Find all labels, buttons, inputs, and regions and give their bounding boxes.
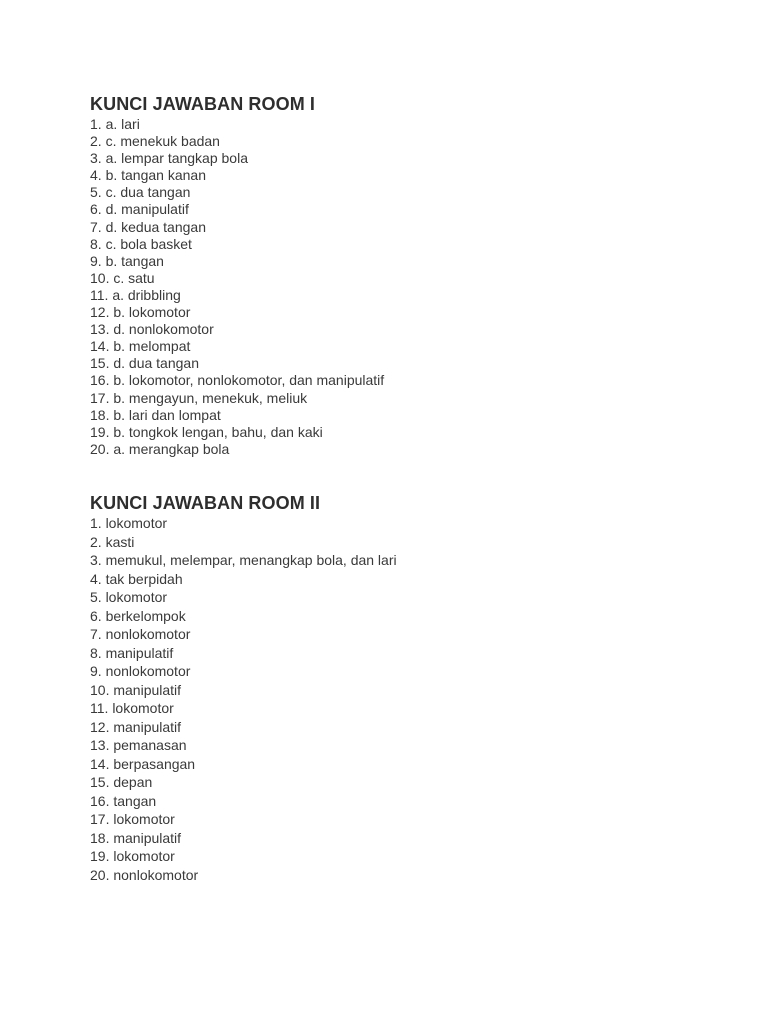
answer-item: 9. b. tangan bbox=[90, 252, 164, 269]
answer-item: 9. nonlokomotor bbox=[90, 663, 191, 679]
section-title-room-1: KUNCI JAWABAN ROOM I bbox=[90, 94, 316, 114]
answer-item: 1. a. lari bbox=[90, 116, 140, 132]
answer-item: 20. a. merangkap bola bbox=[90, 440, 230, 457]
answer-item: 17. lokomotor bbox=[90, 811, 175, 827]
answer-item: 7. d. kedua tangan bbox=[90, 218, 206, 235]
answer-item: 11. lokomotor bbox=[90, 700, 174, 716]
answer-item: 20. nonlokomotor bbox=[90, 866, 199, 883]
answer-item: 12. manipulatif bbox=[90, 718, 182, 735]
answer-list-room-1 bbox=[90, 116, 384, 458]
answer-item: 4. b. tangan kanan bbox=[90, 167, 206, 184]
answer-item: 18. manipulatif bbox=[90, 829, 182, 846]
answer-item: 1. lokomotor bbox=[90, 515, 168, 531]
answer-item: 7. nonlokomotor bbox=[90, 626, 191, 642]
answer-item: 13. pemanasan bbox=[90, 737, 187, 753]
answer-item: 8. manipulatif bbox=[90, 644, 174, 661]
answer-item: 16. b. lokomotor, nonlokomotor, dan manipulatif bbox=[90, 372, 385, 389]
answer-item: 10. manipulatif bbox=[90, 681, 182, 698]
answer-item: 15. depan bbox=[90, 774, 153, 790]
answer-item: 5. c. dua tangan bbox=[90, 184, 191, 201]
answer-item: 15. d. dua tangan bbox=[90, 355, 199, 372]
answer-item: 5. lokomotor bbox=[90, 589, 168, 605]
answer-item: 16. tangan bbox=[90, 792, 157, 809]
answer-item: 19. lokomotor bbox=[90, 848, 175, 864]
answer-item: 3. memukul, melempar, menangkap bola, dan lari bbox=[90, 552, 397, 568]
answer-item: 2. c. menekuk badan bbox=[90, 133, 220, 150]
answer-item: 12. b. lokomotor bbox=[90, 304, 191, 321]
answer-list-room-2 bbox=[90, 514, 397, 884]
answer-item: 14. b. melompat bbox=[90, 338, 191, 355]
answer-item: 10. c. satu bbox=[90, 269, 155, 286]
answer-item: 6. berkelompok bbox=[90, 607, 186, 624]
answer-item: 3. a. lempar tangkap bola bbox=[90, 150, 248, 167]
answer-item: 14. berpasangan bbox=[90, 755, 196, 772]
answer-item: 13. d. nonlokomotor bbox=[90, 321, 214, 338]
answer-item: 11. a. dribbling bbox=[90, 286, 181, 303]
answer-item: 4. tak berpidah bbox=[90, 570, 183, 587]
answer-item: 8. c. bola basket bbox=[90, 235, 192, 252]
answer-item: 6. d. manipulatif bbox=[90, 201, 189, 218]
answer-item: 2. kasti bbox=[90, 533, 135, 550]
answer-item: 19. b. tongkok lengan, bahu, dan kaki bbox=[90, 423, 323, 440]
section-title-room-2: KUNCI JAWABAN ROOM II bbox=[90, 493, 321, 513]
answer-item: 17. b. mengayun, menekuk, meliuk bbox=[90, 389, 308, 406]
answer-item: 18. b. lari dan lompat bbox=[90, 406, 221, 423]
